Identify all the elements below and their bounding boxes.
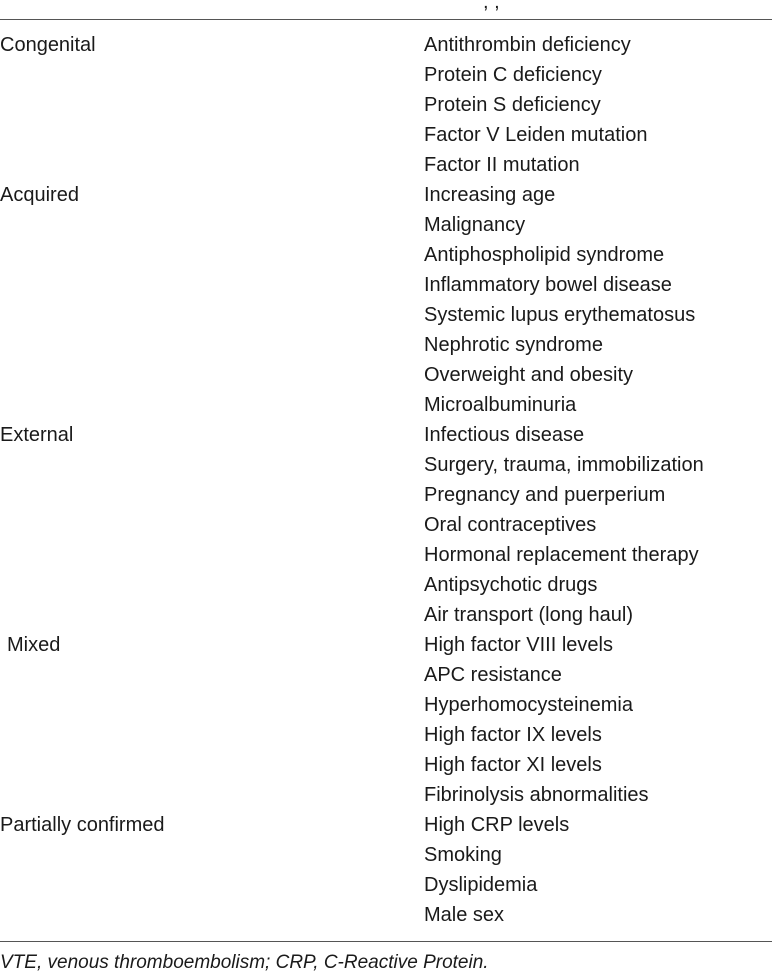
factor-item: Nephrotic syndrome (424, 334, 603, 356)
factor-item: Hyperhomocysteinemia (424, 694, 633, 716)
factor-item: High factor VIII levels (424, 634, 613, 656)
factor-item: Factor II mutation (424, 154, 580, 176)
factor-item: Systemic lupus erythematosus (424, 304, 696, 326)
factor-list (0, 30, 772, 180)
table-footnote: VTE, venous thromboembolism; CRP, C-Reactive Protein. (0, 952, 489, 973)
factor-item: High factor IX levels (424, 724, 602, 746)
factor-item: APC resistance (424, 664, 562, 686)
group-acquired (0, 180, 772, 420)
factor-item: Increasing age (424, 184, 556, 206)
factor-item: Overweight and obesity (424, 364, 634, 386)
category-label: Congenital (0, 34, 96, 56)
factor-item: Pregnancy and puerperium (424, 484, 666, 506)
category-label: Mixed (7, 634, 61, 656)
header-fragment: , , (483, 0, 500, 13)
factor-item: Factor V Leiden mutation (424, 124, 648, 146)
factor-item: Air transport (long haul) (424, 604, 633, 626)
factor-item: Oral contraceptives (424, 514, 597, 536)
factor-item: Hormonal replacement therapy (424, 544, 699, 566)
factor-item: Microalbuminuria (424, 394, 577, 416)
factor-item: High CRP levels (424, 814, 570, 836)
factor-item: Inflammatory bowel disease (424, 274, 672, 296)
group-congenital (0, 30, 772, 180)
factor-item: High factor XI levels (424, 754, 602, 776)
factor-item: Infectious disease (424, 424, 585, 446)
group-partially-confirmed (0, 810, 772, 930)
factor-item: Antithrombin deficiency (424, 34, 631, 56)
factor-item: Antipsychotic drugs (424, 574, 598, 596)
category-label: Acquired (0, 184, 79, 206)
top-rule (0, 19, 772, 20)
group-mixed (0, 630, 772, 810)
factor-list (0, 630, 772, 810)
category-label: Partially confirmed (0, 814, 165, 836)
factor-list (0, 420, 772, 630)
factor-item: Protein S deficiency (424, 94, 601, 116)
factor-item: Fibrinolysis abnormalities (424, 784, 649, 806)
group-external (0, 420, 772, 630)
factor-item: Antiphospholipid syndrome (424, 244, 665, 266)
factor-item: Smoking (424, 844, 502, 866)
bottom-rule (0, 941, 772, 942)
category-label: External (0, 424, 74, 446)
factor-item: Male sex (424, 904, 505, 926)
risk-factor-table (0, 30, 772, 930)
factor-list (0, 180, 772, 420)
factor-item: Dyslipidemia (424, 874, 538, 896)
factor-item: Malignancy (424, 214, 526, 236)
factor-item: Surgery, trauma, immobilization (424, 454, 704, 476)
factor-item: Protein C deficiency (424, 64, 602, 86)
